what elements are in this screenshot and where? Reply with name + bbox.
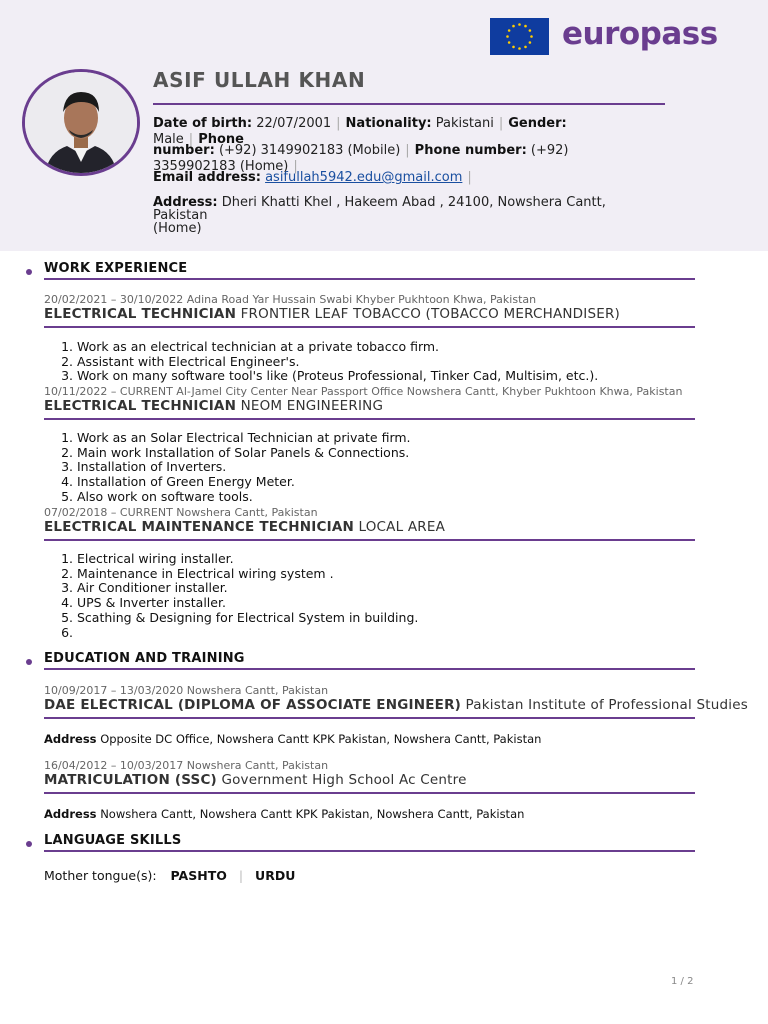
eu-star bbox=[529, 41, 532, 44]
section-divider bbox=[44, 850, 695, 852]
education-address-label: Address bbox=[44, 807, 97, 821]
cv-header bbox=[0, 0, 768, 251]
separator: | bbox=[188, 132, 194, 147]
education-divider bbox=[44, 792, 695, 794]
job-title bbox=[44, 519, 445, 535]
address-label: Address: bbox=[153, 195, 218, 210]
job-title bbox=[44, 398, 383, 414]
section-bullet bbox=[26, 269, 32, 275]
education-address-value: Nowshera Cantt, Nowshera Cantt KPK Pakistan, Nowshera Cantt, Pakistan bbox=[100, 807, 525, 821]
duty-item: 1. Work as an Solar Electrical Technician at private firm. bbox=[77, 431, 411, 446]
address-value: Dheri Khatti Khel , Hakeem Abad , 24100, Nowshera Cantt, Pakistan bbox=[153, 195, 606, 223]
email-label: Email address: bbox=[153, 170, 261, 185]
education-degree: MATRICULATION (SSC) bbox=[44, 772, 217, 788]
duty-item: 2. Main work Installation of Solar Panels & Connections. bbox=[77, 446, 411, 461]
dob-label: Date of birth: bbox=[153, 116, 253, 131]
duty-item: 2. Assistant with Electrical Engineer's. bbox=[77, 355, 598, 370]
job-role: ELECTRICAL TECHNICIAN bbox=[44, 306, 237, 322]
language-skills-heading: LANGUAGE SKILLS bbox=[44, 833, 182, 848]
duty-item: 4. UPS & Inverter installer. bbox=[77, 596, 418, 611]
email-link[interactable]: asifullah5942.edu@gmail.com bbox=[265, 170, 463, 185]
separator: | bbox=[336, 116, 341, 131]
language-item: URDU bbox=[255, 868, 296, 883]
work-experience-heading: WORK EXPERIENCE bbox=[44, 261, 188, 276]
language-item: PASHTO bbox=[170, 868, 227, 883]
eu-star bbox=[530, 35, 533, 38]
job-employer: LOCAL AREA bbox=[358, 519, 446, 535]
eu-star bbox=[512, 46, 515, 49]
separator: | bbox=[467, 170, 472, 185]
education-school: Government High School Ac Centre bbox=[221, 772, 467, 788]
eu-star bbox=[518, 47, 521, 50]
phone-label-part1: Phone bbox=[198, 132, 244, 147]
education-meta: 10/09/2017 – 13/03/2020 Nowshera Cantt, Pakistan bbox=[44, 684, 329, 697]
job-role: ELECTRICAL TECHNICIAN bbox=[44, 398, 237, 414]
personal-info-line-4 bbox=[153, 196, 643, 235]
mother-tongue-label: Mother tongue(s): bbox=[44, 868, 157, 883]
job-meta: 20/02/2021 – 30/10/2022 Adina Road Yar Hussain Swabi Khyber Pukhtoon Khwa, Pakistan bbox=[44, 293, 537, 306]
job-meta: 10/11/2022 – CURRENT Al-Jamel City Center Near Passport Office Nowshera Cantt, Khyber Pukhtoon Khwa, Pakistan bbox=[44, 385, 683, 398]
eu-star bbox=[524, 25, 527, 28]
phone-mobile[interactable]: (+92) 3149902183 (Mobile) bbox=[218, 143, 401, 158]
personal-info-line-3 bbox=[153, 170, 643, 186]
europass-logo-text: europass bbox=[562, 16, 718, 52]
mother-tongue-row bbox=[44, 868, 295, 883]
duty-item: 3. Work on many software tool's like (Proteus Professional, Tinker Cad, Multisim, etc.). bbox=[77, 369, 598, 384]
separator: | bbox=[238, 868, 244, 883]
duty-item: 5. Also work on software tools. bbox=[77, 490, 411, 505]
duty-item bbox=[77, 626, 418, 641]
separator: | bbox=[498, 116, 504, 131]
education-meta: 16/04/2012 – 10/03/2017 Nowshera Cantt, Pakistan bbox=[44, 759, 329, 772]
eu-star bbox=[506, 35, 509, 38]
address-type: (Home) bbox=[153, 221, 202, 236]
name-divider bbox=[153, 103, 665, 105]
education-divider bbox=[44, 717, 695, 719]
job-duties bbox=[44, 552, 418, 640]
education-school: Pakistan Institute of Professional Studies bbox=[465, 697, 748, 713]
duty-item: 2. Maintenance in Electrical wiring system . bbox=[77, 567, 418, 582]
education-title bbox=[44, 697, 748, 713]
job-divider bbox=[44, 326, 695, 328]
duty-item: 3. Air Conditioner installer. bbox=[77, 581, 418, 596]
gender-value: Male bbox=[153, 132, 184, 147]
job-divider bbox=[44, 539, 695, 541]
education-address bbox=[44, 732, 541, 746]
section-divider bbox=[44, 668, 695, 670]
duty-item: 3. Installation of Inverters. bbox=[77, 460, 411, 475]
education-degree: DAE ELECTRICAL (DIPLOMA OF ASSOCIATE ENGINEER) bbox=[44, 697, 462, 713]
education-title bbox=[44, 772, 467, 788]
education-address-label: Address bbox=[44, 732, 97, 746]
page-number: 1 / 2 bbox=[671, 976, 694, 987]
education-address-value: Opposite DC Office, Nowshera Cantt KPK Pakistan, Nowshera Cantt, Pakistan bbox=[100, 732, 542, 746]
eu-star bbox=[508, 41, 511, 44]
duty-item: 1. Work as an electrical technician at a private tobacco firm. bbox=[77, 340, 598, 355]
profile-photo bbox=[22, 69, 140, 176]
job-employer: NEOM ENGINEERING bbox=[240, 398, 384, 414]
dob-value: 22/07/2001 bbox=[256, 116, 332, 131]
job-duties bbox=[44, 340, 598, 384]
europass-logo[interactable] bbox=[490, 16, 718, 56]
eu-star bbox=[508, 29, 511, 32]
phone2-label: Phone number: bbox=[414, 143, 527, 158]
eu-star bbox=[524, 46, 527, 49]
job-meta: 07/02/2018 – CURRENT Nowshera Cantt, Pakistan bbox=[44, 506, 318, 519]
gender-label: Gender: bbox=[508, 116, 567, 131]
nationality-label: Nationality: bbox=[345, 116, 432, 131]
duty-item: 5. Scathing & Designing for Electrical System in building. bbox=[77, 611, 418, 626]
eu-flag-icon bbox=[490, 18, 549, 55]
duty-item: 1. Electrical wiring installer. bbox=[77, 552, 418, 567]
section-bullet bbox=[26, 841, 32, 847]
section-bullet bbox=[26, 659, 32, 665]
nationality-value: Pakistani bbox=[435, 116, 494, 131]
education-heading: EDUCATION AND TRAINING bbox=[44, 651, 245, 666]
duty-item: 4. Installation of Green Energy Meter. bbox=[77, 475, 411, 490]
eu-star bbox=[529, 29, 532, 32]
job-role: ELECTRICAL MAINTENANCE TECHNICIAN bbox=[44, 519, 354, 535]
section-divider bbox=[44, 278, 695, 280]
education-address bbox=[44, 807, 524, 821]
eu-star bbox=[518, 23, 521, 26]
candidate-name: ASIF ULLAH KHAN bbox=[153, 68, 366, 92]
separator: | bbox=[293, 159, 298, 174]
phone-home[interactable]: (+92) 3359902183 (Home) bbox=[153, 143, 569, 174]
job-divider bbox=[44, 418, 695, 420]
job-duties bbox=[44, 431, 411, 505]
phone-label-part2: number: bbox=[153, 143, 215, 158]
separator: | bbox=[405, 143, 410, 158]
eu-star bbox=[512, 25, 515, 28]
job-title bbox=[44, 306, 620, 322]
job-employer: FRONTIER LEAF TOBACCO (TOBACCO MERCHANDISER) bbox=[240, 306, 621, 322]
